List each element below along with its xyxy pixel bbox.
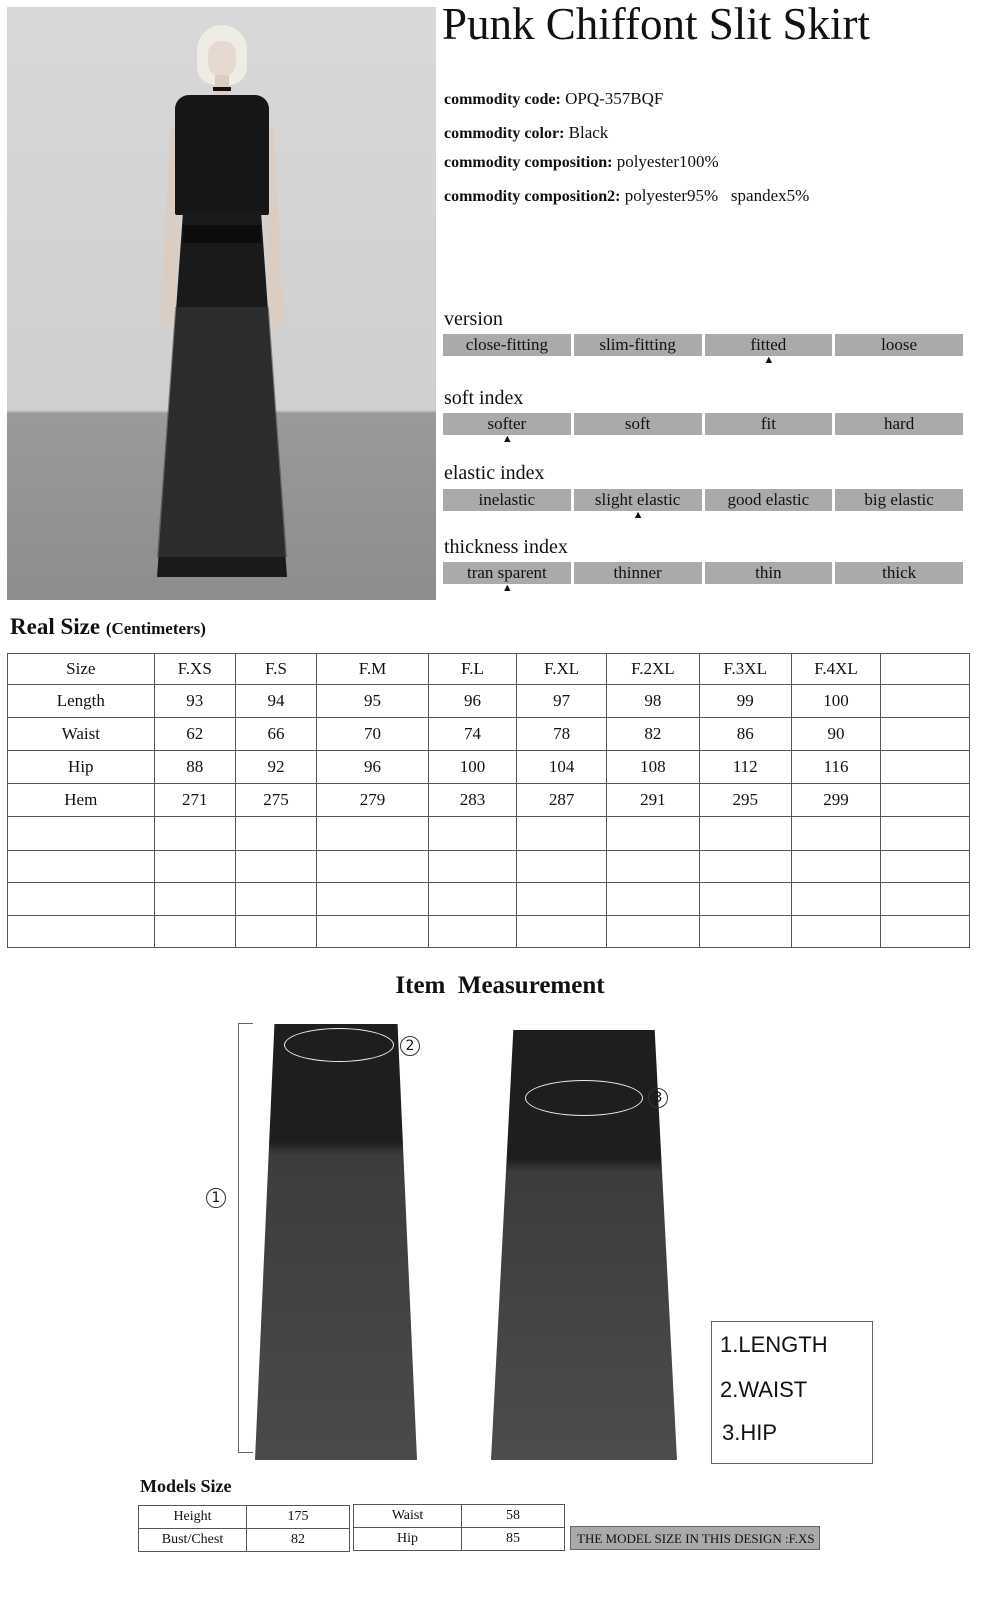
size-cell [881,883,970,916]
height-value: 175 [247,1506,350,1529]
size-cell: 96 [317,751,429,784]
size-cell: 95 [317,685,429,718]
commodity-color-value: Black [568,123,609,142]
size-cell [154,883,235,916]
index-option: soft [574,413,702,435]
size-cell [881,685,970,718]
waist-oval [284,1028,394,1062]
size-header-cell: F.2XL [607,654,699,685]
commodity-composition-value: polyester100% [616,152,719,171]
size-header-cell: F.S [235,654,316,685]
index-option: big elastic [835,489,963,511]
commodity-color [444,123,608,143]
index-option: fitted [705,334,833,356]
size-row [8,851,970,883]
size-cell: 92 [235,751,316,784]
size-cell: 97 [517,685,607,718]
models-table-left [138,1505,350,1552]
hip-label: Hip [354,1528,462,1551]
legend-hip: 3.HIP [722,1420,778,1445]
size-cell: 116 [791,751,880,784]
commodity-code-value: OPQ-357BQF [565,89,664,108]
size-cell: 287 [517,784,607,817]
commodity-composition2 [444,186,809,206]
size-cell [791,851,880,883]
size-cell [317,817,429,851]
models-table-right [353,1504,565,1551]
size-row [8,685,970,718]
size-cell: 283 [428,784,516,817]
size-cell [699,851,791,883]
size-cell: 96 [428,685,516,718]
size-cell [881,751,970,784]
size-header-cell: F.XS [154,654,235,685]
bust-label: Bust/Chest [139,1529,247,1552]
selected-marker-icon: ▲ [501,582,513,594]
selected-marker-icon: ▲ [763,354,775,366]
size-cell [235,916,316,948]
size-cell [8,817,155,851]
size-header-cell [881,654,970,685]
hip-value: 85 [462,1528,565,1551]
length-bracket [238,1023,253,1453]
index-option: fit [705,413,833,435]
size-cell: 100 [791,685,880,718]
selected-marker-icon: ▲ [501,433,513,445]
size-cell [699,817,791,851]
model-photo [7,7,436,600]
size-cell: 295 [699,784,791,817]
size-cell [428,851,516,883]
size-row [8,883,970,916]
waist-value: 58 [462,1505,565,1528]
real-size-unit: (Centimeters) [105,619,206,638]
size-cell: 86 [699,718,791,751]
size-header-cell: F.XL [517,654,607,685]
size-cell [8,916,155,948]
size-cell: Hem [8,784,155,817]
size-cell [881,851,970,883]
size-cell: 100 [428,751,516,784]
index-option: slim-fitting [574,334,702,356]
model-choker [213,87,231,91]
size-cell [154,817,235,851]
size-cell: Length [8,685,155,718]
model-belt [183,225,261,243]
size-cell: 99 [699,685,791,718]
model-skirt-sheer [157,307,287,557]
index-label: version [444,308,503,330]
size-cell [235,817,316,851]
skirt-front-image [255,1024,417,1460]
index-option: tran sparent [443,562,571,584]
size-cell [317,883,429,916]
commodity-color-label: commodity color: [444,125,565,142]
size-cell [791,916,880,948]
commodity-composition-label: commodity composition: [444,154,613,171]
index-option: thinner [574,562,702,584]
size-cell [154,916,235,948]
size-cell: 82 [607,718,699,751]
size-row [8,751,970,784]
size-cell [881,817,970,851]
size-cell [881,718,970,751]
size-cell: 279 [317,784,429,817]
size-cell: 299 [791,784,880,817]
size-cell [607,883,699,916]
size-cell: Waist [8,718,155,751]
index-option: thick [835,562,963,584]
model-face [208,41,236,77]
size-header-cell: Size [8,654,155,685]
size-cell [791,817,880,851]
index-scale-row [443,489,963,511]
index-option: inelastic [443,489,571,511]
commodity-composition [444,152,719,172]
size-cell: 78 [517,718,607,751]
marker-2: 2 [400,1036,420,1056]
size-cell [517,851,607,883]
size-cell [8,883,155,916]
size-cell [791,883,880,916]
index-option: softer [443,413,571,435]
model-neck [215,75,229,97]
size-cell: 62 [154,718,235,751]
size-cell: 90 [791,718,880,751]
size-cell: 108 [607,751,699,784]
size-header-row [8,654,970,685]
commodity-composition2-value: polyester95% spandex5% [624,186,810,205]
size-cell: Hip [8,751,155,784]
size-cell [428,883,516,916]
size-cell: 70 [317,718,429,751]
index-option: loose [835,334,963,356]
marker-1: 1 [206,1188,226,1208]
waist-label: Waist [354,1505,462,1528]
index-label: thickness index [444,536,568,558]
size-row [8,916,970,948]
size-cell [517,817,607,851]
legend-length: 1.LENGTH [720,1332,828,1357]
size-cell: 112 [699,751,791,784]
size-cell [428,916,516,948]
size-cell: 88 [154,751,235,784]
size-table [7,653,970,948]
hip-oval [525,1080,643,1116]
size-cell [517,883,607,916]
size-cell: 74 [428,718,516,751]
size-row [8,718,970,751]
size-header-cell: F.M [317,654,429,685]
size-cell [235,883,316,916]
size-cell [607,851,699,883]
selected-marker-icon: ▲ [632,509,644,521]
index-option: slight elastic [574,489,702,511]
size-row [8,784,970,817]
index-option: close-fitting [443,334,571,356]
index-option: thin [705,562,833,584]
size-cell [317,851,429,883]
index-scale-row [443,562,963,584]
size-cell [235,851,316,883]
marker-3: 3 [648,1088,668,1108]
size-cell: 275 [235,784,316,817]
size-row [8,817,970,851]
legend-waist: 2.WAIST [720,1377,808,1402]
size-cell [154,851,235,883]
size-cell: 104 [517,751,607,784]
size-cell: 93 [154,685,235,718]
size-cell [607,817,699,851]
size-cell: 98 [607,685,699,718]
real-size-title: Real Size [10,614,101,639]
size-header-cell: F.3XL [699,654,791,685]
models-size-title: Models Size [140,1476,232,1496]
size-cell [607,916,699,948]
measurement-legend [711,1321,873,1464]
size-cell [8,851,155,883]
size-cell: 66 [235,718,316,751]
index-scale-row [443,413,963,435]
height-label: Height [139,1506,247,1529]
index-scale-row [443,334,963,356]
size-cell [699,916,791,948]
real-size-heading [10,614,206,640]
commodity-code [444,89,663,109]
index-label: elastic index [444,462,545,484]
size-cell [699,883,791,916]
item-measurement-title: Item Measurement [395,972,605,999]
index-option: good elastic [705,489,833,511]
commodity-composition2-label: commodity composition2: [444,188,621,205]
size-cell: 94 [235,685,316,718]
size-header-cell: F.L [428,654,516,685]
size-cell: 291 [607,784,699,817]
model-top [175,95,269,215]
size-header-cell: F.4XL [791,654,880,685]
model-size-note: THE MODEL SIZE IN THIS DESIGN :F.XS [570,1526,820,1550]
size-cell [428,817,516,851]
size-cell [517,916,607,948]
size-cell [881,784,970,817]
index-label: soft index [444,387,524,409]
size-cell [317,916,429,948]
bust-value: 82 [247,1529,350,1552]
commodity-code-label: commodity code: [444,91,561,108]
size-cell: 271 [154,784,235,817]
index-option: hard [835,413,963,435]
size-cell [881,916,970,948]
product-title: Punk Chiffont Slit Skirt [442,0,871,49]
